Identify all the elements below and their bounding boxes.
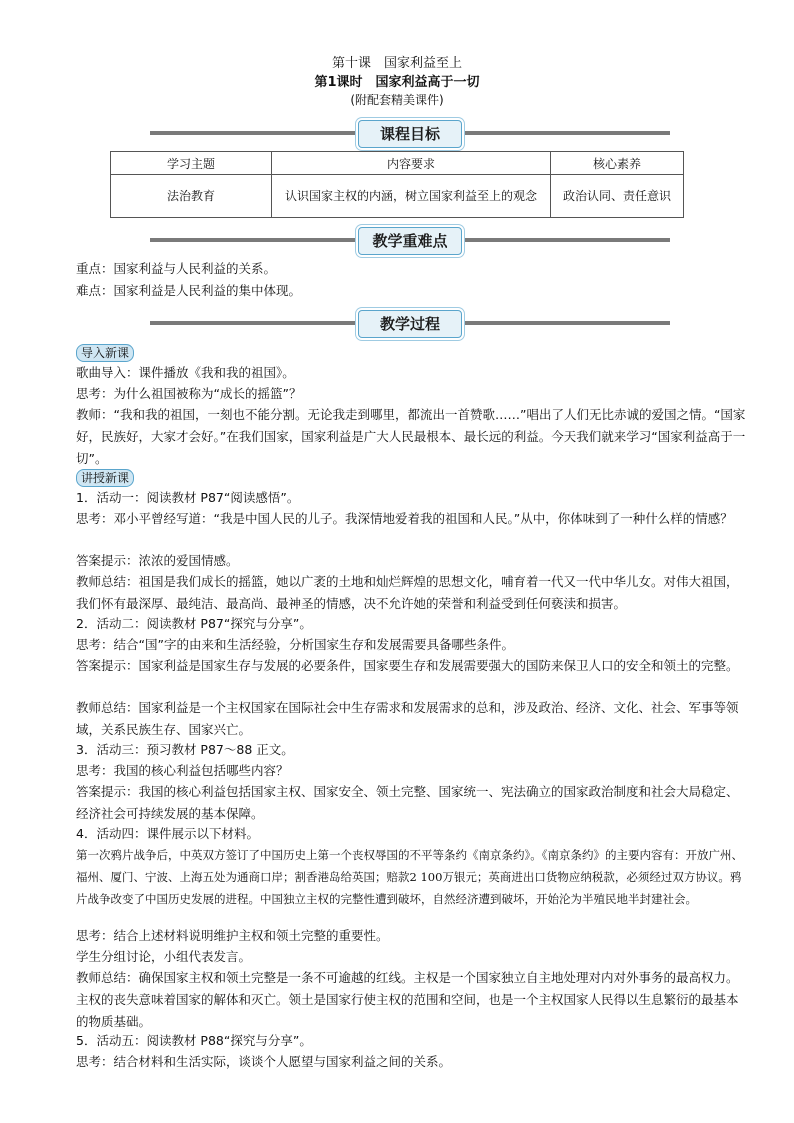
paragraph: 教师总结：国家利益是一个主权国家在国际社会中生存需求和发展需求的总和，涉及政治、经济、文化、社会、军事等领域，关系民族生存、国家兴亡。 (76, 700, 739, 737)
paragraph: 思考：邓小平曾经写道：“我是中国人民的儿子。我深情地爱着我的祖国和人民。”从中，你体味到了一种什么样的情感？ (76, 511, 733, 526)
paragraph: 教师总结：确保国家主权和领土完整是一条不可逾越的红线。主权是一个国家独立自主地处理对内对外事务的最高权力。主权的丧失意味着国家的解体和灭亡。领土是国家行使主权的范围和空间，也是一个主权国家人民得以生息繁衍的最基本的物质基础。 (76, 970, 739, 1029)
table-cell: 认识国家主权的内涵，树立国家利益至上的观念 (272, 175, 551, 218)
paragraph: 思考：我国的核心利益包括哪些内容？ (76, 763, 289, 778)
tag-row-intro (76, 342, 746, 364)
section-banner-process (150, 310, 670, 336)
tag-row-new-lesson (76, 467, 746, 489)
tag-new-lesson: 讲授新课 (76, 469, 134, 487)
section-title-process: 教学过程 (358, 310, 462, 338)
section-title-keypoints: 教学重难点 (358, 227, 462, 255)
paragraph: 学生分组讨论，小组代表发言。 (76, 949, 252, 964)
history-material-quote: 第一次鸦片战争后，中英双方签订了中国历史上第一个丧权辱国的不平等条约《南京条约》。《南京条约》的主要内容有：开放广州、福州、厦门、宁波、上海五处为通商口岸；割香港岛给英国；赔款2 100万银元；英商进出口货物应纳税款，必须经过双方协议。鸦片战争改变了中国历史发展的进程。中国独立主权的完整性遭到破坏，自然经济遭到破坏，开始沦为半殖民地半封建社会。 (76, 848, 743, 906)
table-cell: 法治教育 (111, 175, 272, 218)
paragraph: 教师总结：祖国是我们成长的摇篮，她以广袤的土地和灿烂辉煌的思想文化，哺育着一代又一代中华儿女。对伟大祖国，我们怀有最深厚、最纯洁、最高尚、最神圣的情感，决不允许她的荣誉和利益受到任何亵渎和损害。 (76, 574, 739, 611)
section-title-goals: 课程目标 (358, 120, 462, 148)
section-banner-goals (150, 120, 670, 146)
paragraph: 答案提示：我国的核心利益包括国家主权、国家安全、领土完整、国家统一、宪法确立的国家政治制度和社会大局稳定、经济社会可持续发展的基本保障。 (76, 784, 739, 821)
paragraph: 1．活动一：阅读教材 P87“阅读感悟”。 (76, 490, 300, 505)
paragraph: 3．活动三：预习教材 P87～88 正文。 (76, 742, 294, 757)
lesson-title: 第十课 国家利益至上 (331, 56, 462, 71)
table-header: 核心素养 (551, 152, 684, 175)
table-row (111, 175, 684, 218)
courseware-note: (附配套精美课件) (350, 93, 444, 107)
paragraph: 5．活动五：阅读教材 P88“探究与分享”。 (76, 1033, 312, 1048)
table-header: 内容要求 (272, 152, 551, 175)
goals-table (110, 151, 684, 218)
section-banner-keypoints (150, 227, 670, 253)
paragraph: 答案提示：国家利益是国家生存与发展的必要条件，国家要生存和发展需要强大的国防来保卫人口的安全和领土的完整。 (76, 658, 739, 673)
keypoint-zhongdian: 重点：国家利益与人民利益的关系。 (76, 261, 277, 276)
paragraph: 思考：结合材料和生活实际，谈谈个人愿望与国家利益之间的关系。 (76, 1054, 452, 1069)
paragraph: 教师：“我和我的祖国，一刻也不能分割。无论我走到哪里，都流出一首赞歌……”唱出了人们无比赤诚的爱国之情。“国家好，民族好，大家才会好。”在我们国家，国家利益是广大人民最根本、最长远的利益。今天我们就来学习“国家利益高于一切”。 (76, 407, 746, 466)
paragraph: 4．活动四：课件展示以下材料。 (76, 826, 259, 841)
tag-intro: 导入新课 (76, 344, 134, 362)
table-header-row (111, 152, 684, 175)
paragraph: 2．活动二：阅读教材 P87“探究与分享”。 (76, 616, 312, 631)
paragraph: 思考：结合上述材料说明维护主权和领土完整的重要性。 (76, 928, 389, 943)
keypoint-nandian: 难点：国家利益是人民利益的集中体现。 (76, 283, 302, 298)
paragraph: 答案提示：浓浓的爱国情感。 (76, 553, 239, 568)
paragraph: 思考：结合“国”字的由来和生活经验，分析国家生存和发展需要具备哪些条件。 (76, 637, 514, 652)
period-title: 第1课时 国家利益高于一切 (314, 75, 480, 90)
table-cell: 政治认同、责任意识 (551, 175, 684, 218)
table-header: 学习主题 (111, 152, 272, 175)
paragraph: 思考：为什么祖国被称为“成长的摇篮”？ (76, 386, 302, 401)
paragraph: 歌曲导入：课件播放《我和我的祖国》。 (76, 365, 295, 380)
